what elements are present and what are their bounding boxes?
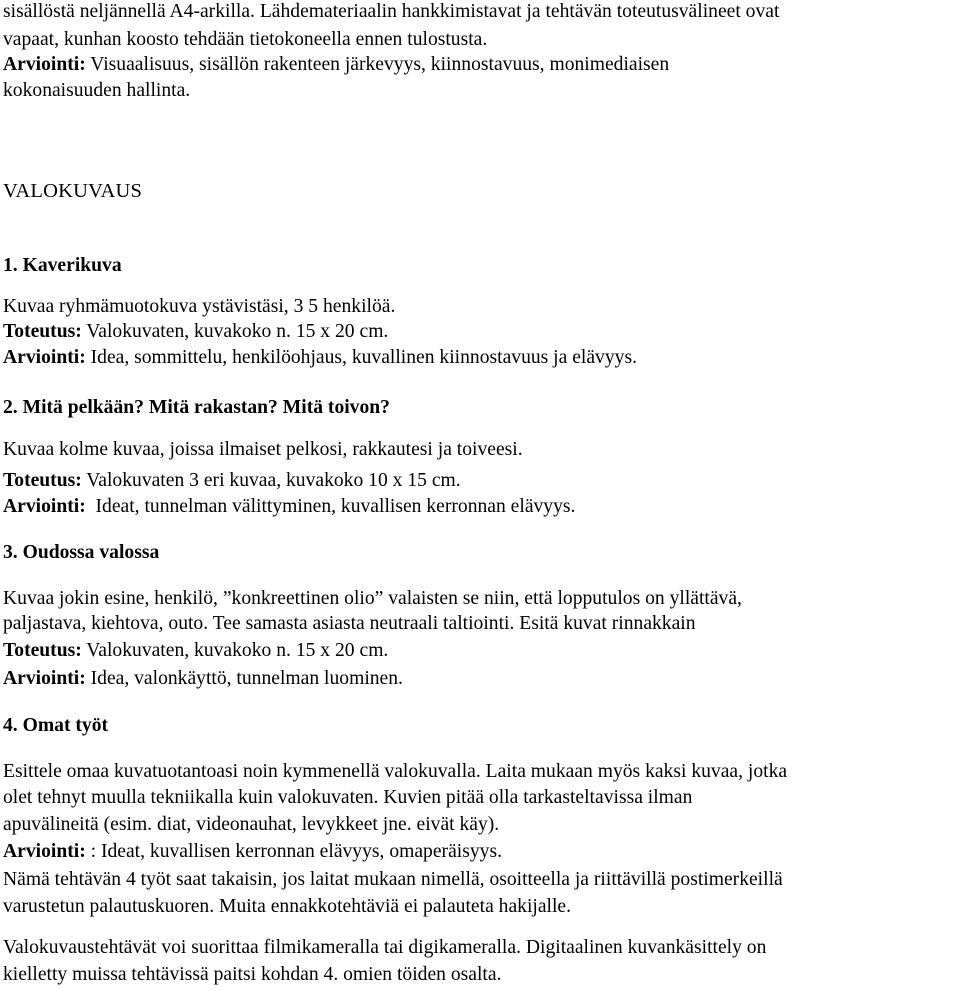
- task4-evaluation: Arviointi: : Ideat, kuvallisen kerronnan elävyys, omaperäisyys.: [3, 841, 502, 862]
- task2-heading: 2. Mitä pelkään? Mitä rakastan? Mitä toivon?: [3, 397, 390, 418]
- task4-note-2: varustetun palautuskuoren. Muita ennakkotehtäviä ei palauteta hakijalle.: [3, 896, 572, 917]
- footer-line-2: kielletty muissa tehtävissä paitsi kohdan 4. omien töiden osalta.: [3, 964, 502, 985]
- task1-description: Kuvaa ryhmämuotokuva ystävistäsi, 3 5 henkilöä.: [3, 296, 396, 317]
- task4-heading: 4. Omat työt: [3, 715, 109, 736]
- task3-heading: 3. Oudossa valossa: [3, 542, 160, 563]
- task3-evaluation: Arviointi: Idea, valonkäyttö, tunnelman luominen.: [3, 668, 403, 689]
- task4-description-1: Esittele omaa kuvatuotantoasi noin kymmenellä valokuvalla. Laita mukaan myös kaksi kuvaa, jotka: [3, 761, 788, 782]
- section-title: VALOKUVAUS: [3, 180, 143, 202]
- task1-evaluation: Arviointi: Idea, sommittelu, henkilöohjaus, kuvallinen kiinnostavuus ja elävyys.: [3, 347, 637, 368]
- task3-description-1: Kuvaa jokin esine, henkilö, ”konkreettinen olio” valaisten se niin, että lopputulos on yllättävä,: [3, 588, 742, 609]
- intro-evaluation-cont: kokonaisuuden hallinta.: [3, 80, 191, 101]
- footer-line-1: Valokuvaustehtävät voi suorittaa filmikameralla tai digikameralla. Digitaalinen kuvankäsittely on: [3, 937, 767, 958]
- intro-line-2: vapaat, kunhan koosto tehdään tietokoneella ennen tulostusta.: [3, 29, 488, 50]
- intro-line-1: sisällöstä neljännellä A4-arkilla. Lähdemateriaalin hankkimistavat ja tehtävän toteutusvälineet ovat: [3, 1, 780, 22]
- task2-evaluation: Arviointi: Ideat, tunnelman välittyminen, kuvallisen kerronnan elävyys.: [3, 496, 576, 517]
- task1-implementation: Toteutus: Valokuvaten, kuvakoko n. 15 x 20 cm.: [3, 321, 389, 342]
- task3-description-2: paljastava, kiehtova, outo. Tee samasta asiasta neutraali taltiointi. Esitä kuvat rinnakkain: [3, 613, 696, 634]
- task1-heading: 1. Kaverikuva: [3, 255, 122, 276]
- intro-evaluation: Arviointi: Visuaalisuus, sisällön rakenteen järkevyys, kiinnostavuus, monimediaisen: [3, 54, 670, 75]
- task4-description-3: apuvälineitä (esim. diat, videonauhat, levykkeet jne. eivät käy).: [3, 814, 500, 835]
- task2-implementation: Toteutus: Valokuvaten 3 eri kuvaa, kuvakoko 10 x 15 cm.: [3, 470, 461, 491]
- evaluation-label: Arviointi:: [3, 54, 86, 75]
- task2-description: Kuvaa kolme kuvaa, joissa ilmaiset pelkosi, rakkautesi ja toiveesi.: [3, 439, 523, 460]
- task4-description-2: olet tehnyt muulla tekniikalla kuin valokuvaten. Kuvien pitää olla tarkasteltavissa ilman: [3, 787, 693, 808]
- task4-note-1: Nämä tehtävän 4 työt saat takaisin, jos laitat mukaan nimellä, osoitteella ja riittävillä postimerkeillä: [3, 869, 783, 890]
- task3-implementation: Toteutus: Valokuvaten, kuvakoko n. 15 x 20 cm.: [3, 640, 389, 661]
